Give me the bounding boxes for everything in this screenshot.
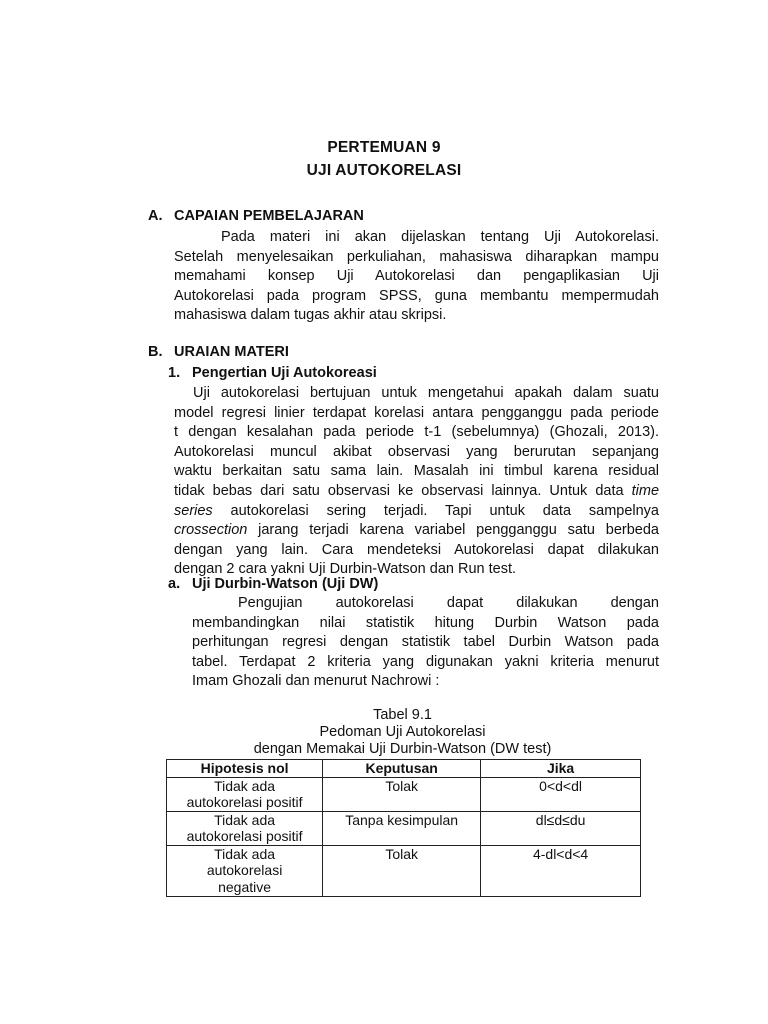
paragraph-line: memahami konsep Uji Autokorelasi dan pengaplikasian Uji	[174, 268, 659, 285]
paragraph-line: membandingkan nilai statistik hitung Durbin Watson pada	[192, 614, 659, 631]
subsection-a-paragraph	[192, 594, 659, 692]
subsection-1-heading	[168, 365, 377, 381]
table-cell: Tolak	[323, 777, 481, 811]
paragraph-line: waktu berkaitan satu sama lain. Masalah ini timbul karena residual	[174, 463, 659, 480]
paragraph-line	[174, 521, 659, 541]
paragraph-line: t dengan kesalahan pada periode t-1 (sebelumnya) (Ghozali, 2013).	[174, 424, 659, 441]
italic-term: series	[174, 502, 213, 519]
subsection-1-title: Pengertian Uji Autokoreasi	[192, 365, 377, 381]
section-b-letter: B.	[148, 344, 163, 360]
subsection-1-paragraph	[174, 384, 659, 580]
cell-line: Tidak ada	[214, 777, 276, 794]
table-row	[167, 777, 641, 811]
meeting-title: PERTEMUAN 9	[327, 139, 441, 156]
line-text: autokorelasi sering terjadi. Tapi untuk data sampelnya	[230, 502, 659, 519]
cell-line: autokorelasi positif	[186, 828, 303, 844]
paragraph-line: Pengujian autokorelasi dapat dilakukan dengan	[238, 595, 659, 611]
paragraph-line: mahasiswa dalam tugas akhir atau skripsi.	[174, 307, 447, 324]
paragraph-line: dengan 2 cara yakni Uji Durbin-Watson dan Run test.	[174, 561, 517, 578]
cell-line: autokorelasi positif	[186, 794, 303, 810]
section-a-paragraph	[174, 228, 659, 326]
table-row	[167, 811, 641, 845]
italic-term: crossection	[174, 522, 248, 539]
cell-line: autokorelasi	[206, 862, 283, 878]
cell-line: negative	[218, 878, 272, 895]
subsection-a-title: Uji Durbin-Watson (Uji DW)	[192, 576, 379, 592]
table-caption-title: Pedoman Uji Autokorelasi	[319, 724, 486, 740]
line-text: jarang terjadi karena variabel pengganggu satu berbeda	[258, 522, 659, 539]
table-caption-subtitle: dengan Memakai Uji Durbin-Watson (DW test)	[253, 741, 552, 757]
table-caption-number: Tabel 9.1	[373, 707, 432, 723]
subsection-a-letter: a.	[168, 576, 181, 592]
subsection-a-heading	[168, 576, 378, 592]
section-a-title: CAPAIAN PEMBELAJARAN	[174, 208, 364, 224]
table-cell: 0<d<dl	[481, 777, 641, 811]
table-cell: Tolak	[323, 845, 481, 896]
paragraph-line: Uji autokorelasi bertujuan untuk mengetahui apakah dalam suatu	[193, 385, 659, 401]
durbin-watson-table	[166, 759, 641, 897]
section-a-letter: A.	[148, 208, 163, 224]
table-cell: Tanpa kesimpulan	[323, 811, 481, 845]
table-header-cell: Hipotesis nol	[167, 760, 323, 778]
table-row	[167, 845, 641, 896]
section-b-heading	[148, 344, 289, 360]
table-cell	[167, 811, 323, 845]
table-header-cell: Keputusan	[323, 760, 481, 778]
topic-title: UJI AUTOKORELASI	[306, 162, 462, 179]
paragraph-line: Autokorelasi pada program SPSS, guna membantu mempermudah	[174, 287, 659, 304]
paragraph-line: Autokorelasi muncul akibat observasi yang berurutan sepanjang	[174, 443, 659, 460]
paragraph-line: tabel. Terdapat 2 kriteria yang digunakan yakni kriteria menurut	[192, 653, 659, 670]
table-cell: dl≤d≤du	[481, 811, 641, 845]
paragraph-line: dengan yang lain. Cara mendeteksi Autokorelasi dapat dilakukan	[174, 541, 659, 558]
table-header-row	[167, 760, 641, 778]
line-text: tidak bebas dari satu observasi ke observasi lainnya. Untuk data	[174, 482, 624, 499]
section-a-heading	[148, 208, 364, 224]
table-cell	[167, 777, 323, 811]
paragraph-line: Imam Ghozali dan menurut Nachrowi :	[192, 673, 440, 690]
table-header-cell: Jika	[481, 760, 641, 778]
paragraph-line: model regresi linier terdapat korelasi antara pengganggu pada periode	[174, 404, 659, 421]
paragraph-line	[174, 502, 659, 522]
cell-line: Tidak ada	[214, 845, 276, 862]
paragraph-line: Setelah menyelesaikan perkuliahan, mahasiswa diharapkan mampu	[174, 248, 659, 265]
section-b-title: URAIAN MATERI	[174, 344, 289, 360]
cell-line: Tidak ada	[214, 811, 276, 828]
paragraph-line	[174, 482, 659, 502]
paragraph-line: perhitungan regresi dengan statistik tabel Durbin Watson pada	[192, 634, 659, 651]
subsection-1-number: 1.	[168, 365, 181, 381]
italic-term: time	[631, 482, 660, 499]
table-cell: 4-dl<d<4	[481, 845, 641, 896]
table-cell	[167, 845, 323, 896]
paragraph-line: Pada materi ini akan dijelaskan tentang Uji Autokorelasi.	[221, 229, 659, 245]
